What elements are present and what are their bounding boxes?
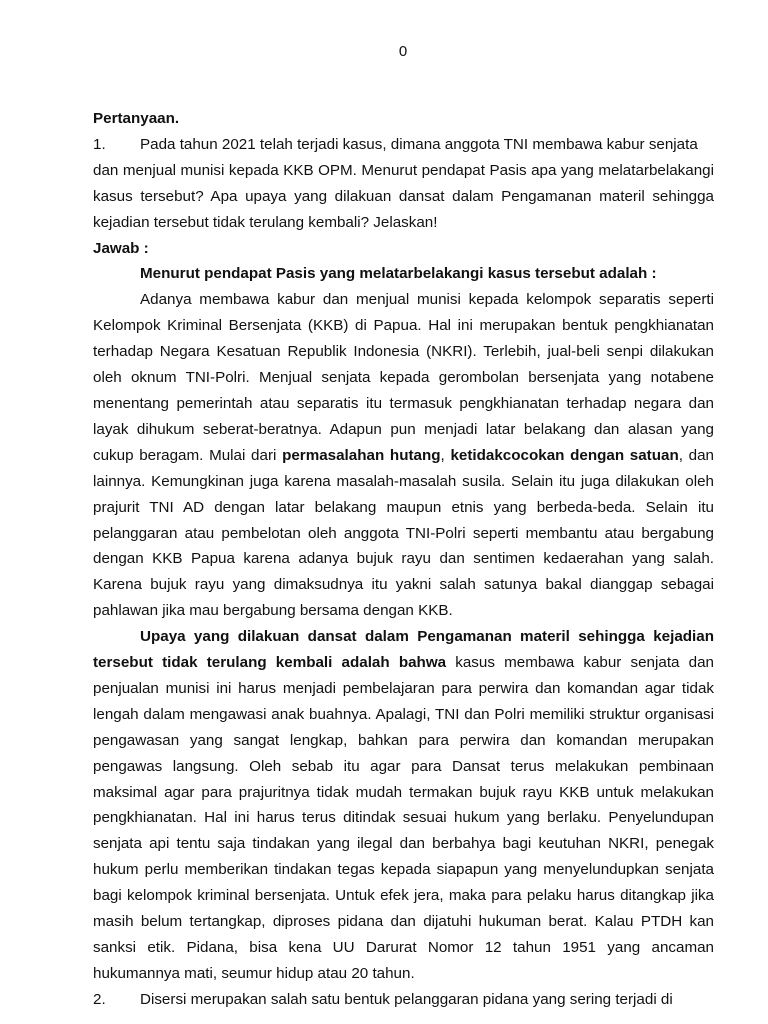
question-1-first-line (93, 132, 714, 158)
answer-paragraph-1-part-2: , dan lainnya. Kemungkinan juga karena masalah-masalah susila. Selain itu juga dilakukan oleh prajurit TNI AD dengan latar belakang maupun etnis yang berbeda-beda. Selain itu pelanggaran atau pembelotan oleh anggota TNI-Polri seperti membantu atau bergabung dengan KKB Papua karena adanya bujuk rayu dan sentimen kedaerahan yang salah. Karena bujuk rayu yang dimaksudnya itu yakni salah satunya bakal dianggap sebagai pahlawan jika mau bergabung bersama dengan KKB. (93, 446, 714, 620)
answer-heading: Jawab : (93, 239, 149, 257)
question-2-first-line (93, 987, 714, 1013)
answer-paragraph-2 (93, 624, 714, 987)
answer-paragraph-2-text: kasus membawa kabur senjata dan penjualan munisi ini harus menjadi pembelajaran para perwira dan komandan agar tidak lengah dalam mengawasi anak buahnya. Apalagi, TNI dan Polri memiliki struktur organisasi pengawasan yang sangat lengkap, bahkan para perwira dan komandan merupakan pengawas langsung. Oleh sebab itu agar para Dansat terus melakukan pembinaan maksimal agar para prajuritnya tidak mudah termakan bujuk rayu KKB untuk melakukan pengkhianatan. Hal ini harus terus ditindak sesuai hukum yang berlaku. Penyelundupan senjata api tentu saja tindakan yang ilegal dan berbahya bagi keutuhan NKRI, penegak hukum perlu memberikan tindakan tegas kepada siapapun yang menyelundupkan senjata bagi kelompok kriminal bersenjata. Untuk efek jera, maka para pelaku harus ditangkap jika masih belum tertangkap, diproses pidana dan dijatuhi hukuman berat. Kalau PTDH kan sanksi etik. Pidana, bisa kena UU Darurat Nomor 12 tahun 1951 yang ancaman hukumannya mati, seumur hidup atau 20 tahun. (93, 654, 715, 982)
document-body (93, 106, 714, 1013)
answer-paragraph-1 (93, 287, 714, 624)
question-2-number: 2. (93, 990, 106, 1008)
answer-paragraph-1-separator: , (440, 446, 451, 464)
question-2-text-first: Disersi merupakan salah satu bentuk pelanggaran pidana yang sering terjadi di (140, 990, 673, 1008)
question-heading: Pertanyaan. (93, 110, 180, 127)
answer-paragraph-2-bold: Upaya yang dilakuan dansat dalam Pengamanan materil sehingga kejadian tersebut tidak terulang kembali adalah bahwa (93, 628, 714, 672)
answer-subheading-1: Menurut pendapat Pasis yang melatarbelakangi kasus tersebut adalah : (140, 265, 657, 283)
answer-paragraph-1-bold-2: ketidakcocokan dengan satuan (450, 446, 679, 464)
question-1-number: 1. (93, 135, 106, 153)
answer-paragraph-1-part-1: Adanya membawa kabur dan menjual munisi kepada kelompok separatis seperti Kelompok Kriminal Bersenjata (KKB) di Papua. Hal ini merupakan bentuk pengkhianatan terhadap Negara Kesatuan Republik Indonesia (NKRI). Terlebih, jual-beli senpi dilakukan oleh oknum TNI-Polri. Menjual senjata kepada gerombolan bersenjata yang notabene menentang pemerintah atau separatis itu termasuk pengkhianatan terhadap negara dan layak dihukum seberat-beratnya. Adapun pun menjadi latar belakang dan alasan yang cukup beragam. Mulai dari (93, 291, 714, 464)
answer-paragraph-1-bold-1: permasalahan hutang (282, 446, 441, 464)
page-number: 0 (398, 43, 408, 60)
question-1-text-rest: dan menjual munisi kepada KKB OPM. Menurut pendapat Pasis apa yang melatarbelakangi kasus tersebut? Apa upaya yang dilakuan dansat dalam Pengamanan materil sehingga kejadian tersebut tidak terulang kembali? Jelaskan! (93, 161, 714, 231)
question-1-text-first: Pada tahun 2021 telah terjadi kasus, dimana anggota TNI membawa kabur senjata (140, 135, 698, 153)
